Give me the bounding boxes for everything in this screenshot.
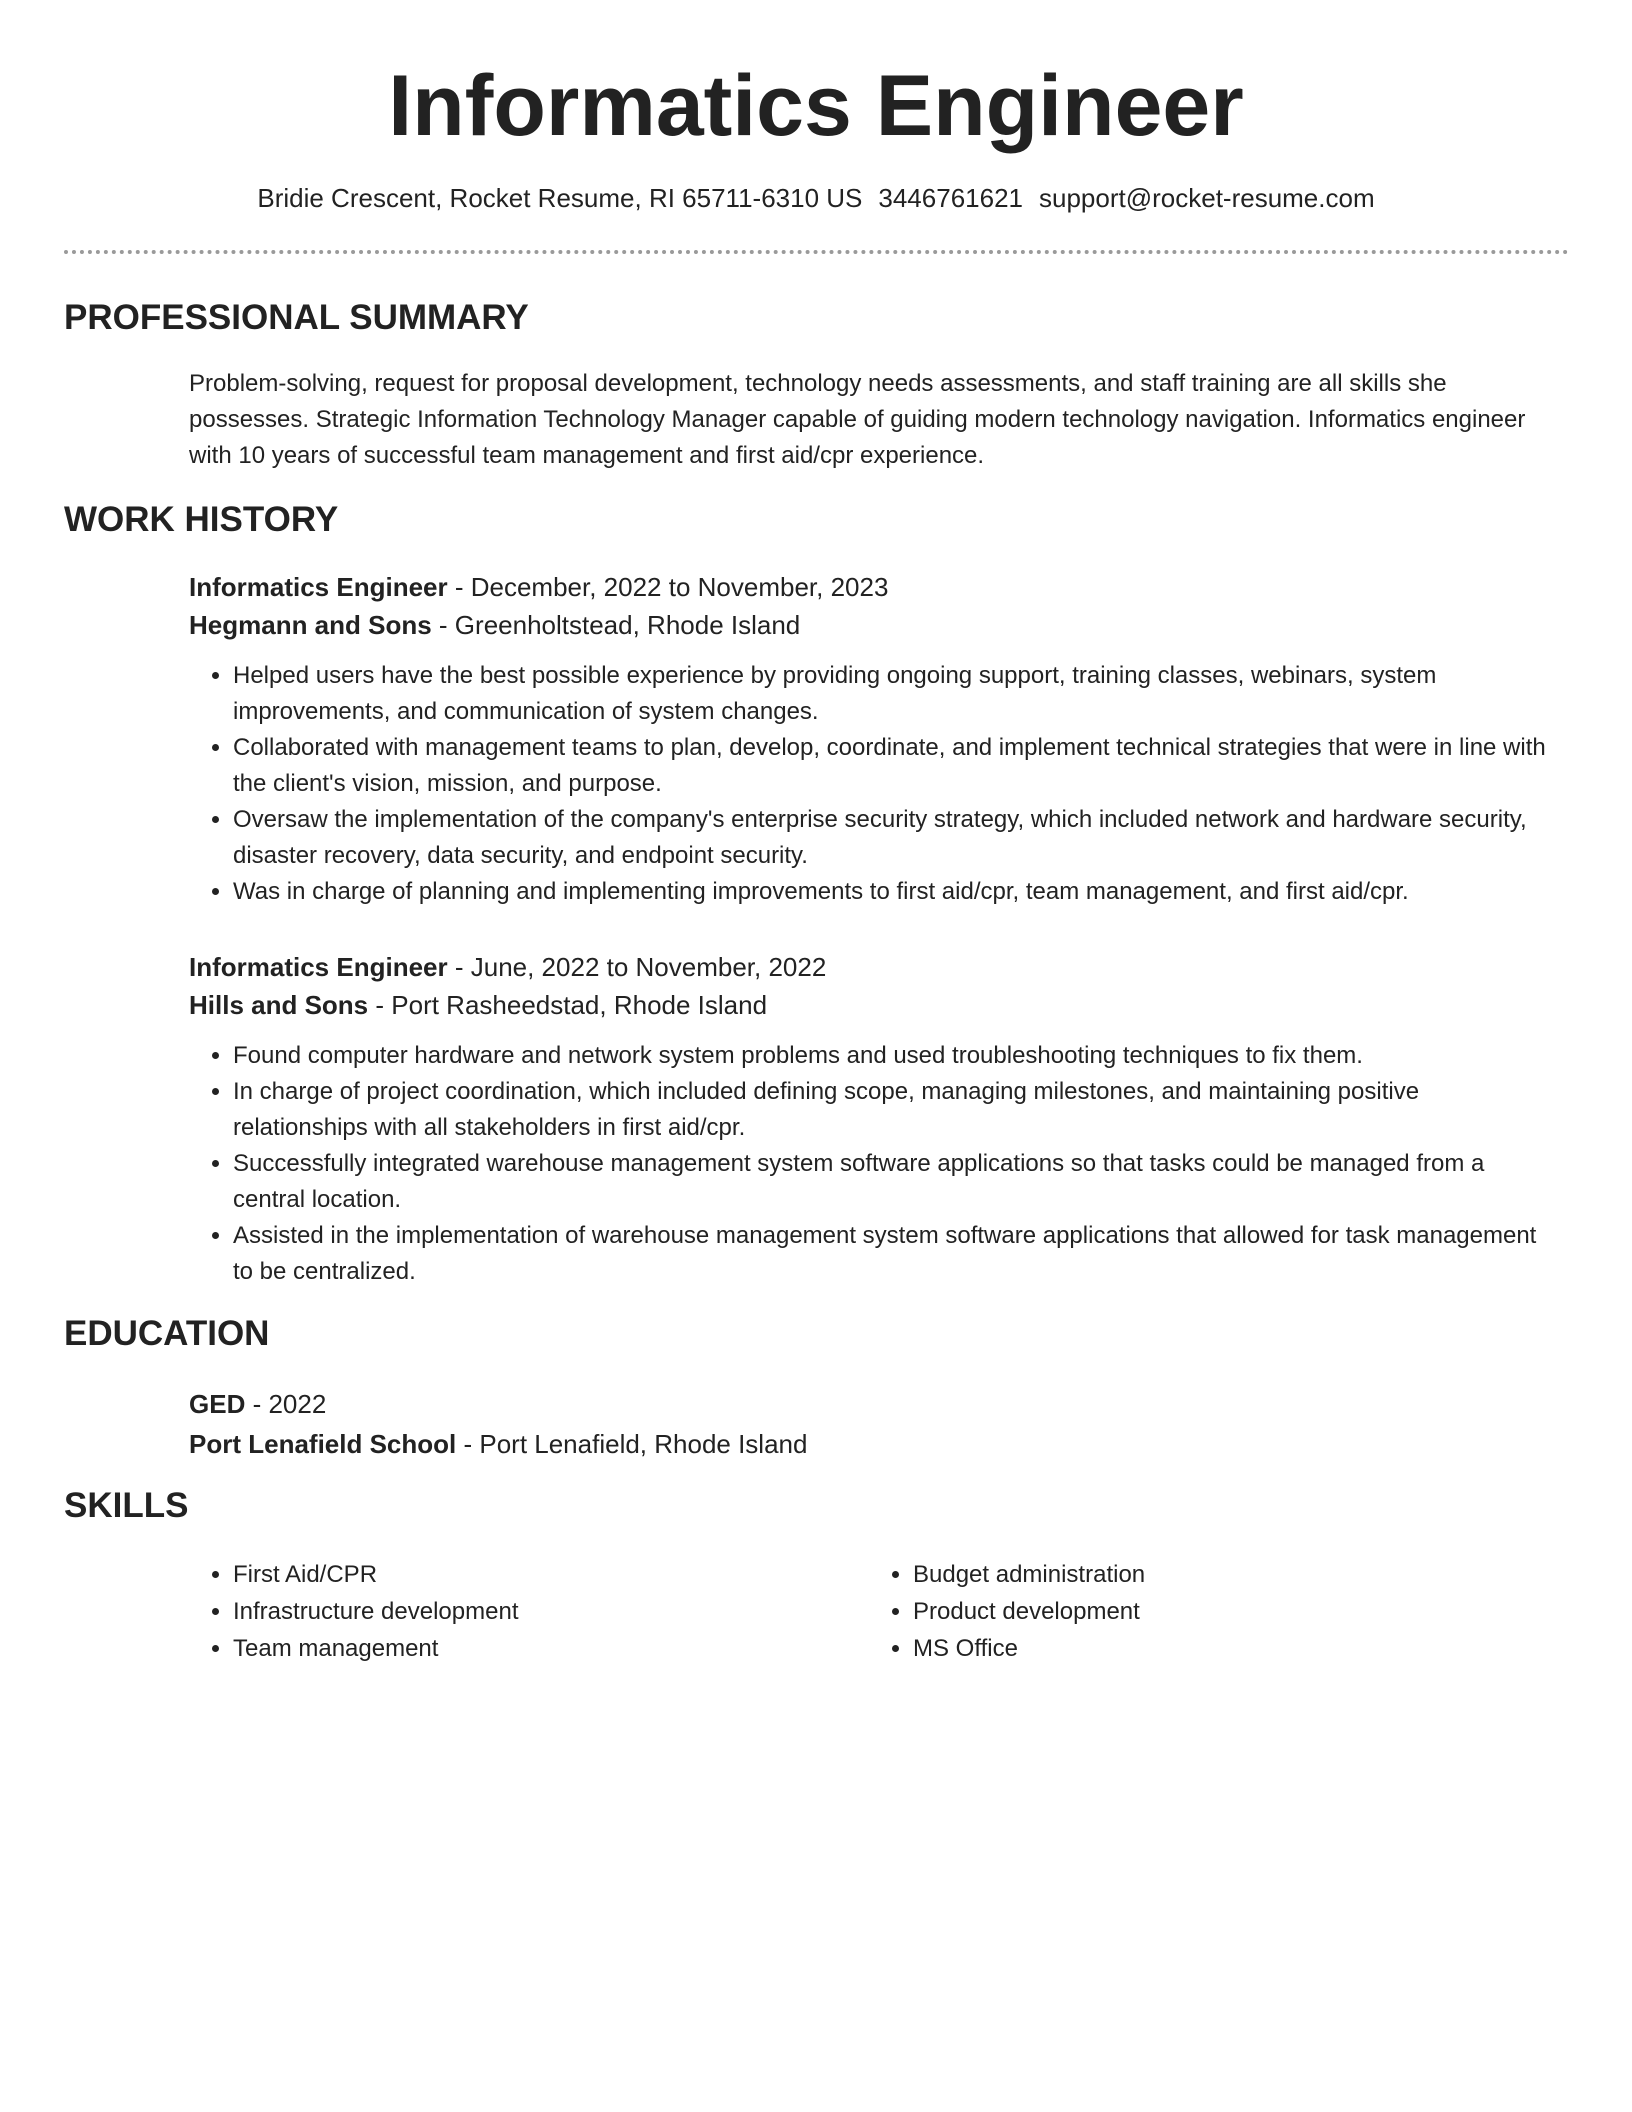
job-entry-2: [189, 948, 1554, 1290]
list-item: • Oversaw the implementation of the company's enterprise security strategy, which included network and hardware security, disaster recovery, data security, and endpoint security.: [233, 802, 1554, 874]
job-title-line: [189, 568, 1554, 606]
job-location: - Greenholtstead, Rhode Island: [431, 610, 801, 640]
skill-item: • Infrastructure development: [233, 1593, 869, 1630]
resume-name: Informatics Engineer: [388, 58, 1244, 154]
contact-line: [0, 180, 1632, 216]
list-item: • Collaborated with management teams to plan, develop, coordinate, and implement technical strategies that were in line with the client's vision, mission, and purpose.: [233, 730, 1554, 802]
summary-text: Problem-solving, request for proposal development, technology needs assessments, and staff training are all skills she possesses. Strategic Information Technology Manager capable of guiding modern technology navigation. Informatics engineer with 10 years of successful team management and first aid/cpr experience.: [189, 370, 1526, 469]
header-divider: [64, 250, 1569, 254]
school-line: [189, 1424, 1554, 1464]
work-history-heading: WORK HISTORY: [64, 500, 339, 539]
skills-heading: SKILLS: [64, 1486, 189, 1525]
skill-item: • Budget administration: [913, 1556, 1549, 1593]
list-item: • In charge of project coordination, which included defining scope, managing milestones, and maintaining positive relationships with all stakeholders in first aid/cpr.: [233, 1074, 1554, 1146]
degree: GED: [189, 1389, 246, 1419]
degree-year: - 2022: [245, 1389, 327, 1419]
contact-address: Bridie Crescent, Rocket Resume, RI 65711-6310 US: [257, 183, 863, 213]
school-location: - Port Lenafield, Rhode Island: [456, 1429, 808, 1459]
job-company-line: [189, 606, 1554, 644]
school-name: Port Lenafield School: [189, 1429, 457, 1459]
contact-phone: 3446761621: [878, 183, 1023, 213]
job-company-line: [189, 986, 1554, 1024]
job-title-line: [189, 948, 1554, 986]
list-item: • Successfully integrated warehouse management system software applications so that tasks could be managed from a central location.: [233, 1146, 1554, 1218]
job-dates: - December, 2022 to November, 2023: [447, 572, 889, 602]
list-item: • Helped users have the best possible experience by providing ongoing support, training classes, webinars, system improvements, and communication of system changes.: [233, 658, 1554, 730]
skill-item: • First Aid/CPR: [233, 1556, 869, 1593]
job-location: - Port Rasheedstad, Rhode Island: [368, 990, 768, 1020]
job-role: Informatics Engineer: [189, 952, 448, 982]
skill-item: • Product development: [913, 1593, 1549, 1630]
skills-column-right: [869, 1556, 1549, 1667]
education-entry: [189, 1384, 1554, 1464]
job-bullets: [189, 658, 1554, 910]
job-bullets: [189, 1038, 1554, 1290]
job-role: Informatics Engineer: [189, 572, 448, 602]
summary-heading: PROFESSIONAL SUMMARY: [64, 298, 529, 337]
education-heading: EDUCATION: [64, 1314, 270, 1353]
skills-grid: [189, 1556, 1554, 1667]
job-company: Hills and Sons: [189, 990, 369, 1020]
list-item: • Found computer hardware and network system problems and used troubleshooting techniques to fix them.: [233, 1038, 1554, 1074]
job-company: Hegmann and Sons: [189, 610, 432, 640]
job-entry-1: [189, 568, 1554, 910]
job-dates: - June, 2022 to November, 2022: [447, 952, 827, 982]
list-item: • Assisted in the implementation of warehouse management system software applications that allowed for task management to be centralized.: [233, 1218, 1554, 1290]
skills-column-left: [189, 1556, 869, 1667]
contact-email: support@rocket-resume.com: [1039, 183, 1375, 213]
degree-line: [189, 1384, 1554, 1424]
list-item: • Was in charge of planning and implementing improvements to first aid/cpr, team management, and first aid/cpr.: [233, 874, 1554, 910]
skill-item: • MS Office: [913, 1630, 1549, 1667]
skill-item: • Team management: [233, 1630, 869, 1667]
